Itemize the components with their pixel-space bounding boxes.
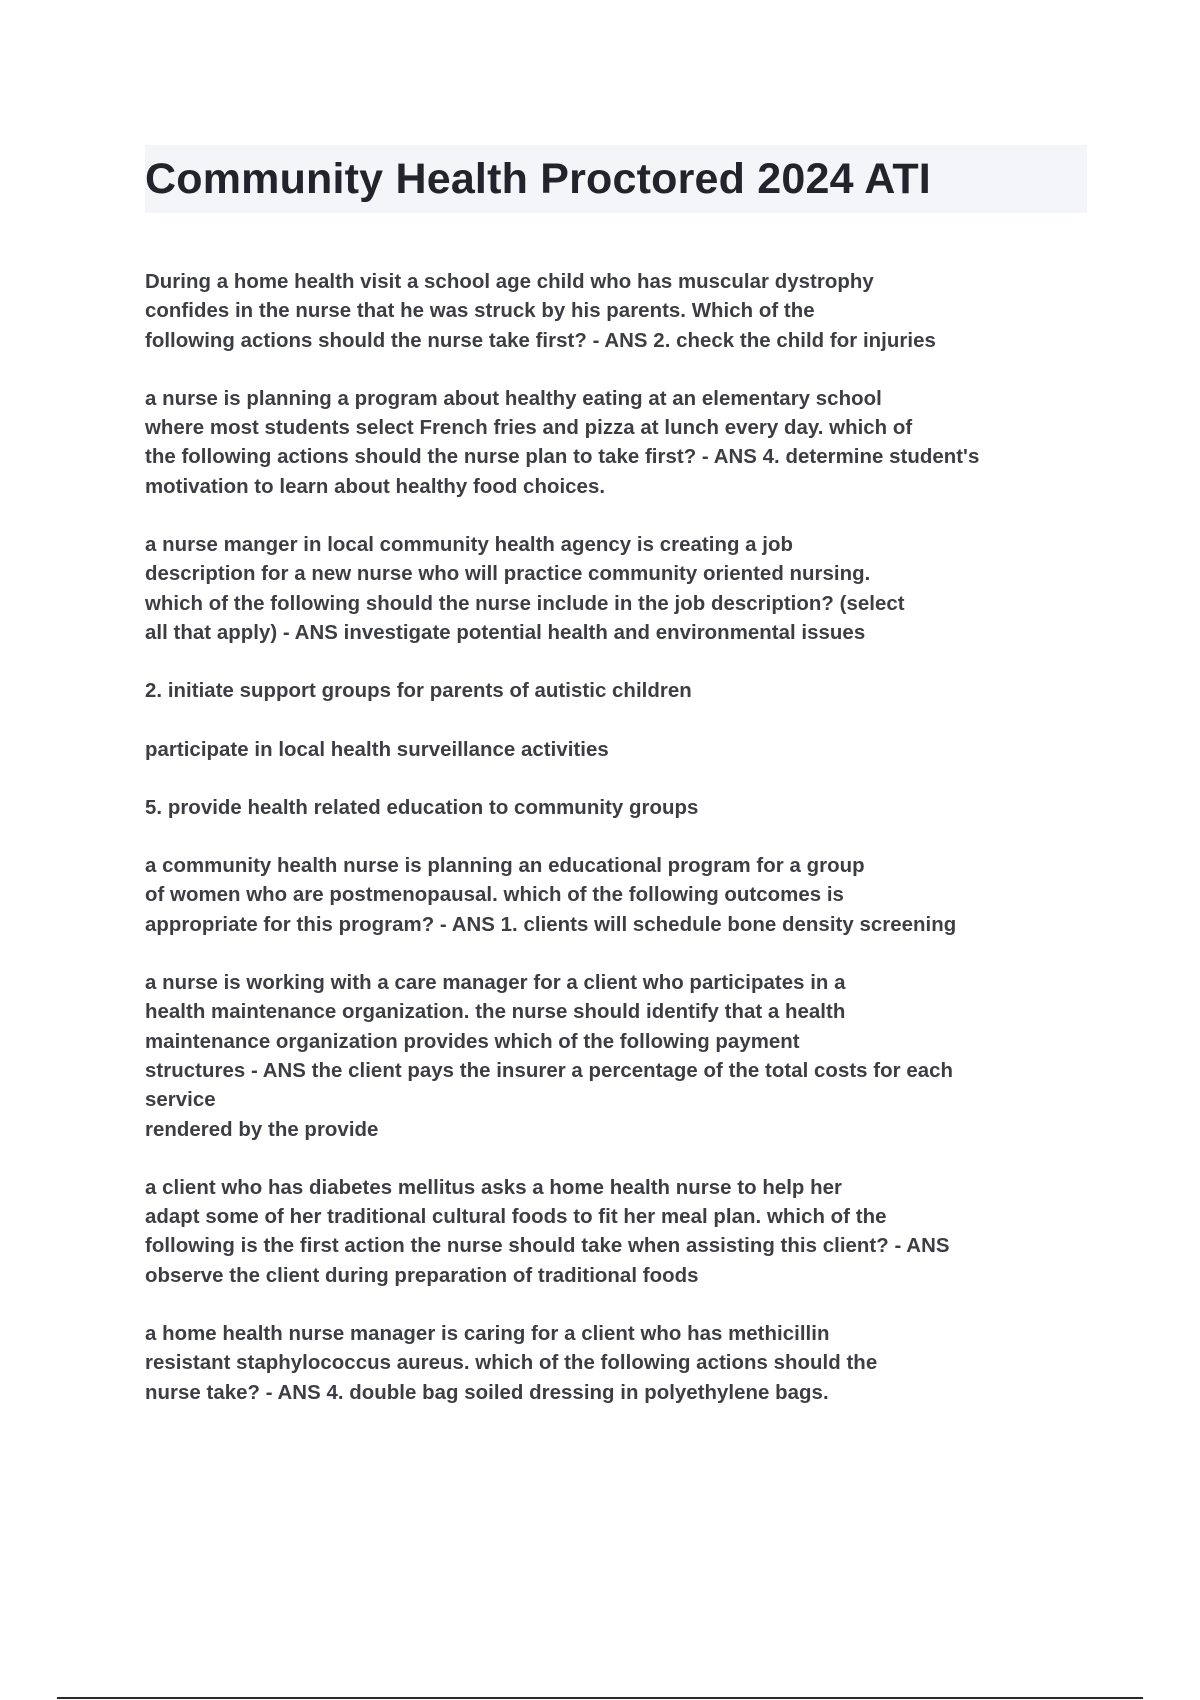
- text-line: a nurse is planning a program about healthy eating at an elementary school: [145, 387, 882, 410]
- page-divider: [57, 1697, 1143, 1699]
- qa-paragraph: [145, 794, 1095, 823]
- text-line: appropriate for this program? - ANS 1. clients will schedule bone density screening: [145, 913, 957, 936]
- text-line: following is the first action the nurse should take when assisting this client? - ANS: [145, 1235, 950, 1258]
- text-line: motivation to learn about healthy food choices.: [145, 475, 606, 498]
- text-line: a nurse is working with a care manager for a client who participates in a: [145, 972, 846, 995]
- text-line: 5. provide health related education to community groups: [145, 796, 699, 819]
- text-line: following actions should the nurse take first? - ANS 2. check the child for injuries: [145, 329, 936, 352]
- text-line: structures - ANS the client pays the insurer a percentage of the total costs for each: [145, 1059, 953, 1082]
- document-body: [145, 268, 1095, 1437]
- text-line: the following actions should the nurse plan to take first? - ANS 4. determine student's: [145, 446, 980, 469]
- text-line: participate in local health surveillance activities: [145, 738, 609, 761]
- qa-paragraph: [145, 1320, 1095, 1408]
- text-line: maintenance organization provides which of the following payment: [145, 1030, 800, 1053]
- qa-paragraph: [145, 268, 1095, 356]
- qa-paragraph: [145, 385, 1095, 502]
- text-line: a home health nurse manager is caring for a client who has methicillin: [145, 1323, 830, 1346]
- text-line: confides in the nurse that he was struck by his parents. Which of the: [145, 300, 815, 323]
- text-line: adapt some of her traditional cultural foods to fit her meal plan. which of the: [145, 1206, 887, 1229]
- title-banner: [145, 145, 1087, 213]
- page-title: Community Health Proctored 2024 ATI: [145, 155, 931, 203]
- text-line: which of the following should the nurse include in the job description? (select: [145, 592, 905, 615]
- qa-paragraph: [145, 1174, 1095, 1291]
- text-line: a community health nurse is planning an educational program for a group: [145, 855, 865, 878]
- text-line: resistant staphylococcus aureus. which of the following actions should the: [145, 1352, 878, 1375]
- qa-paragraph: [145, 531, 1095, 648]
- qa-paragraph: [145, 852, 1095, 940]
- text-line: health maintenance organization. the nurse should identify that a health: [145, 1001, 846, 1024]
- text-line: of women who are postmenopausal. which of the following outcomes is: [145, 884, 844, 907]
- qa-paragraph: [145, 969, 1095, 1145]
- text-line: During a home health visit a school age child who has muscular dystrophy: [145, 271, 874, 293]
- text-line: observe the client during preparation of traditional foods: [145, 1264, 699, 1287]
- text-line: 2. initiate support groups for parents of autistic children: [145, 680, 692, 703]
- text-line: description for a new nurse who will practice community oriented nursing.: [145, 563, 871, 586]
- text-line: a client who has diabetes mellitus asks a home health nurse to help her: [145, 1176, 843, 1199]
- text-line: service: [145, 1089, 216, 1112]
- text-line: all that apply) - ANS investigate potential health and environmental issues: [145, 621, 866, 644]
- qa-paragraph: [145, 736, 1095, 765]
- qa-paragraph: [145, 677, 1095, 706]
- text-line: rendered by the provide: [145, 1118, 379, 1141]
- text-line: a nurse manger in local community health agency is creating a job: [145, 534, 794, 557]
- text-line: where most students select French fries and pizza at lunch every day. which of: [145, 417, 913, 440]
- text-line: nurse take? - ANS 4. double bag soiled dressing in polyethylene bags.: [145, 1381, 829, 1404]
